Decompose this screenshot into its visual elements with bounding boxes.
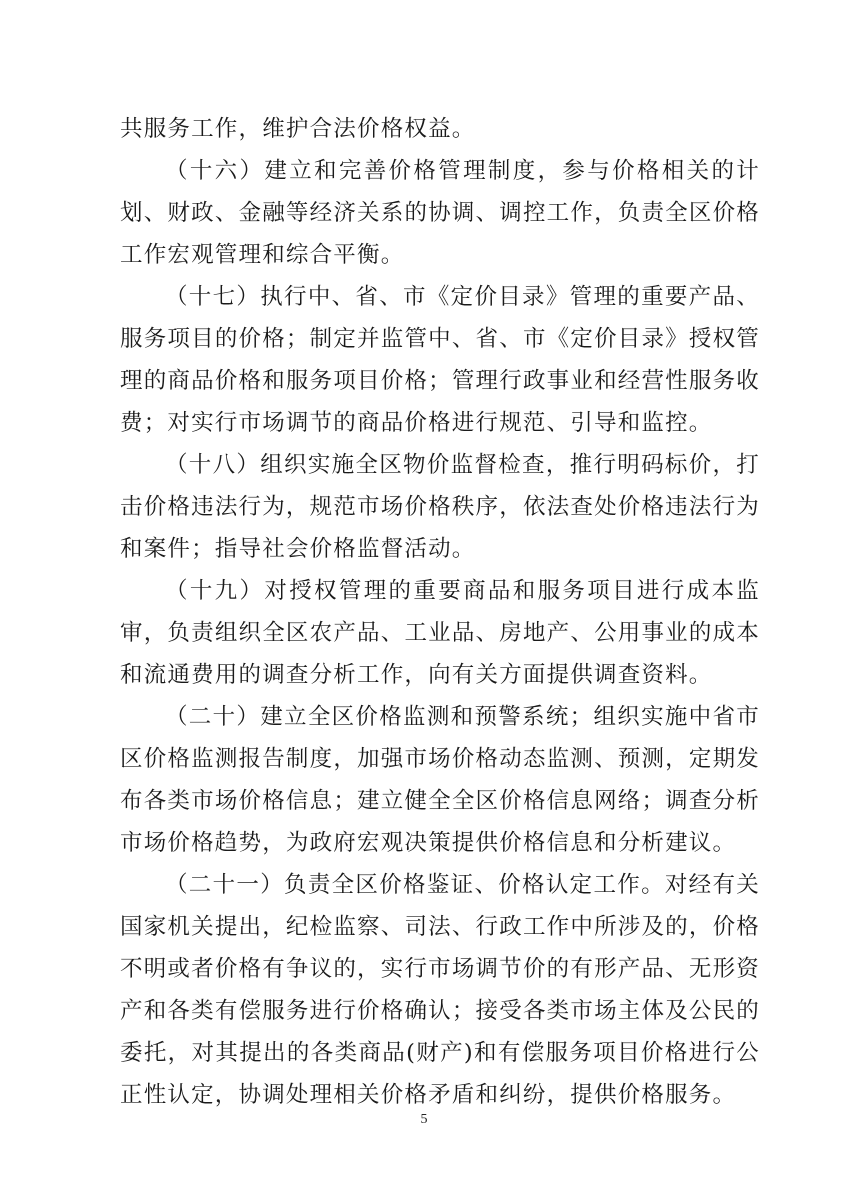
paragraph-item-18: （十八）组织实施全区物价监督检查，推行明码标价，打击价格违法行为，规范市场价格秩序，依法查处价格违法行为和案件；指导社会价格监督活动。 — [120, 452, 760, 562]
paragraph-item-20: （二十）建立全区价格监测和预警系统；组织实施中省市区价格监测报告制度，加强市场价格动态监测、预测，定期发布各类市场价格信息；建立健全全区价格信息网络；调查分析市场价格趋势，为政府宏观决策提供价格信息和分析建议。 — [120, 704, 760, 856]
body-text — [120, 108, 760, 1116]
paragraph-item-21: （二十一）负责全区价格鉴证、价格认定工作。对经有关国家机关提出，纪检监察、司法、行政工作中所涉及的，价格不明或者价格有争议的，实行市场调节价的有形产品、无形资产和各类有偿服务进行价格确认；接受各类市场主体及公民的委托，对其提出的各类商品(财产)和有偿服务项目价格进行公正性认定，协调处理相关价格矛盾和纠纷，提供价格服务。 — [120, 872, 760, 1108]
page-number: 5 — [420, 1112, 428, 1127]
paragraph-item-17: （十七）执行中、省、市《定价目录》管理的重要产品、服务项目的价格；制定并监管中、省、市《定价目录》授权管理的商品价格和服务项目价格；管理行政事业和经营性服务收费；对实行市场调节的商品价格进行规范、引导和监控。 — [120, 284, 760, 436]
paragraph-item-16: （十六）建立和完善价格管理制度，参与价格相关的计划、财政、金融等经济关系的协调、调控工作，负责全区价格工作宏观管理和综合平衡。 — [120, 158, 760, 268]
paragraph-item-19: （十九）对授权管理的重要商品和服务项目进行成本监审，负责组织全区农产品、工业品、房地产、公用事业的成本和流通费用的调查分析工作，向有关方面提供调查资料。 — [120, 578, 760, 688]
paragraph-continuation: 共服务工作，维护合法价格权益。 — [120, 116, 476, 142]
